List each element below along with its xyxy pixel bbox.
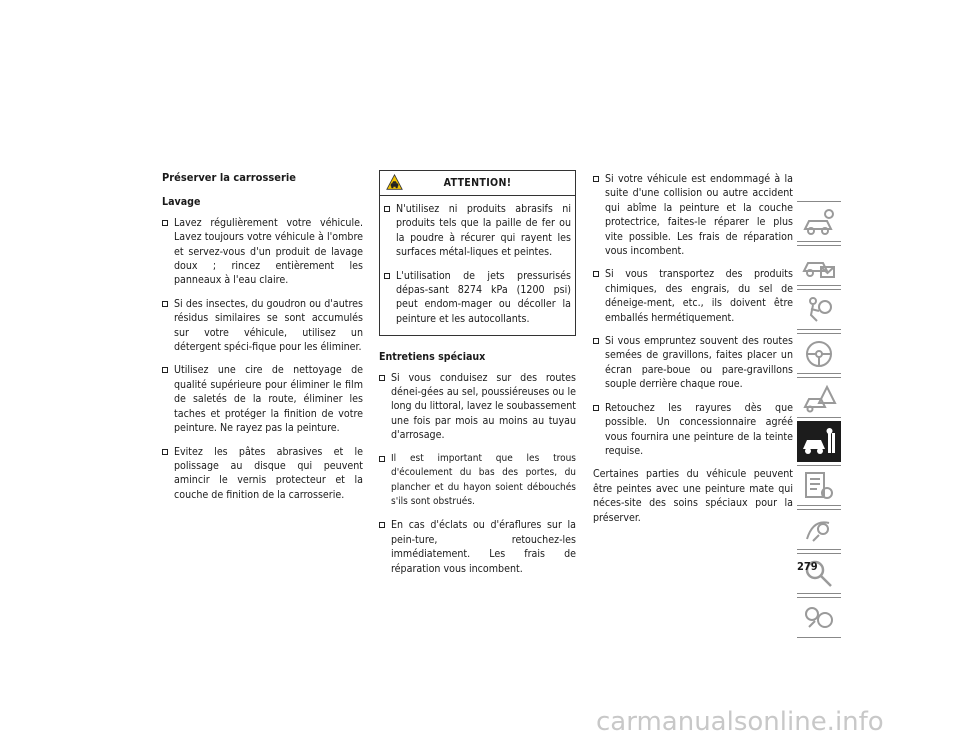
tab-car-dashboard[interactable] xyxy=(797,201,841,242)
section-title: Préserver la carrosserie xyxy=(162,171,296,184)
list-item: L'utilisation de jets pressurisés dépas-sant 8274 kPa (1200 psi) peut endom-mager ou décoller la peinture et les autocollants. xyxy=(384,269,571,327)
attention-list xyxy=(384,202,571,326)
language-index-icon xyxy=(801,601,837,635)
tab-multimedia[interactable] xyxy=(797,509,841,550)
tab-car-message[interactable] xyxy=(797,245,841,286)
spec-sheet-icon xyxy=(801,469,837,503)
list-item: Si vous conduisez sur des routes dénei-gées au sel, poussiéreuses ou le long du littoral, lavez le soubassement une fois par mois au moins au tuyau d'arrosage. xyxy=(379,371,576,443)
column-left xyxy=(162,171,363,511)
car-message-icon xyxy=(801,249,837,283)
multimedia-icon xyxy=(801,513,837,547)
roadside-warning-icon xyxy=(801,381,837,415)
tab-spec-sheet[interactable] xyxy=(797,465,841,506)
list-item: Evitez les pâtes abrasives et le polissage au disque qui peuvent amincir le vernis protecteur et la couche de finition de la carrosserie. xyxy=(162,445,363,503)
tab-steering-wheel[interactable] xyxy=(797,333,841,374)
page-number: 279 xyxy=(797,560,818,573)
list-item: Si des insectes, du goudron ou d'autres résidus similaires se sont accumulés sur votre véhicule, utilisez un détergent spéci-fique pour les éliminer. xyxy=(162,297,363,355)
list-item: En cas d'éclats ou d'éraflures sur la pein-ture, retouchez-les immédiatement. Les frais de réparation vous incombent. xyxy=(379,518,576,576)
warning-car-icon xyxy=(386,174,403,191)
column-middle xyxy=(379,170,576,585)
attention-box xyxy=(379,170,576,336)
entretiens-list-part1 xyxy=(379,371,576,576)
steering-wheel-icon xyxy=(801,337,837,371)
tab-airbag[interactable] xyxy=(797,289,841,330)
subheading-lavage: Lavage xyxy=(162,196,201,209)
column-right xyxy=(593,172,793,525)
list-item: Lavez régulièrement votre véhicule. Lavez toujours votre véhicule à l'ombre et servez-vous d'un produit de lavage doux ; rincez entièrement les panneaux à l'eau claire. xyxy=(162,216,363,288)
list-item: Utilisez une cire de nettoyage de qualité supérieure pour éliminer le film de saletés de la route, éliminer les taches et protéger la finition de votre peinture. Ne rayez pas la peinture. xyxy=(162,363,363,435)
watermark-text: carmanualsonline.info xyxy=(596,707,884,736)
airbag-icon xyxy=(801,293,837,327)
list-item: Si vous transportez des produits chimiques, des engrais, du sel de déneige-ment, etc., ils doivent être emballés hermétiquement. xyxy=(593,267,793,325)
list-item: N'utilisez ni produits abrasifs ni produits tels que la paille de fer ou la poudre à récurer qui rayent les surfaces métal-liques et peintes. xyxy=(384,202,571,260)
attention-label: ATTENTION! xyxy=(443,176,512,189)
subheading-entretiens: Entretiens spéciaux xyxy=(379,351,486,364)
watermark-logo xyxy=(596,706,940,736)
tab-language-index[interactable] xyxy=(797,597,841,638)
closing-paragraph: Certaines parties du véhicule peuvent être peintes avec une peinture mate qui néces-site des soins spéciaux pour la préserver. xyxy=(593,468,793,524)
list-item: Il est important que les trous d'écoulement du bas des portes, du plancher et du hayon soient débouchés s'ils sont obstrués. xyxy=(379,452,576,510)
chapter-tabs xyxy=(797,201,841,641)
attention-header xyxy=(380,171,575,196)
tab-car-service-tools[interactable] xyxy=(797,421,841,462)
entretiens-list-part2 xyxy=(593,172,793,458)
list-item: Retouchez les rayures dès que possible. Un concessionnaire agréé vous fournira une peinture de la teinte requise. xyxy=(593,401,793,459)
car-service-tools-icon xyxy=(801,425,837,459)
car-dashboard-icon xyxy=(801,205,837,239)
tab-roadside-warning[interactable] xyxy=(797,377,841,418)
list-item: Si vous empruntez souvent des routes semées de gravillons, faites placer un écran pare-boue ou pare-gravillons souple derrière chaque roue. xyxy=(593,334,793,392)
lavage-list xyxy=(162,216,363,502)
list-item: Si votre véhicule est endommagé à la suite d'une collision ou autre accident qui abîme la peinture et la couche protectrice, faites-le réparer le plus vite possible. Les frais de réparation vous incombent. xyxy=(593,172,793,258)
